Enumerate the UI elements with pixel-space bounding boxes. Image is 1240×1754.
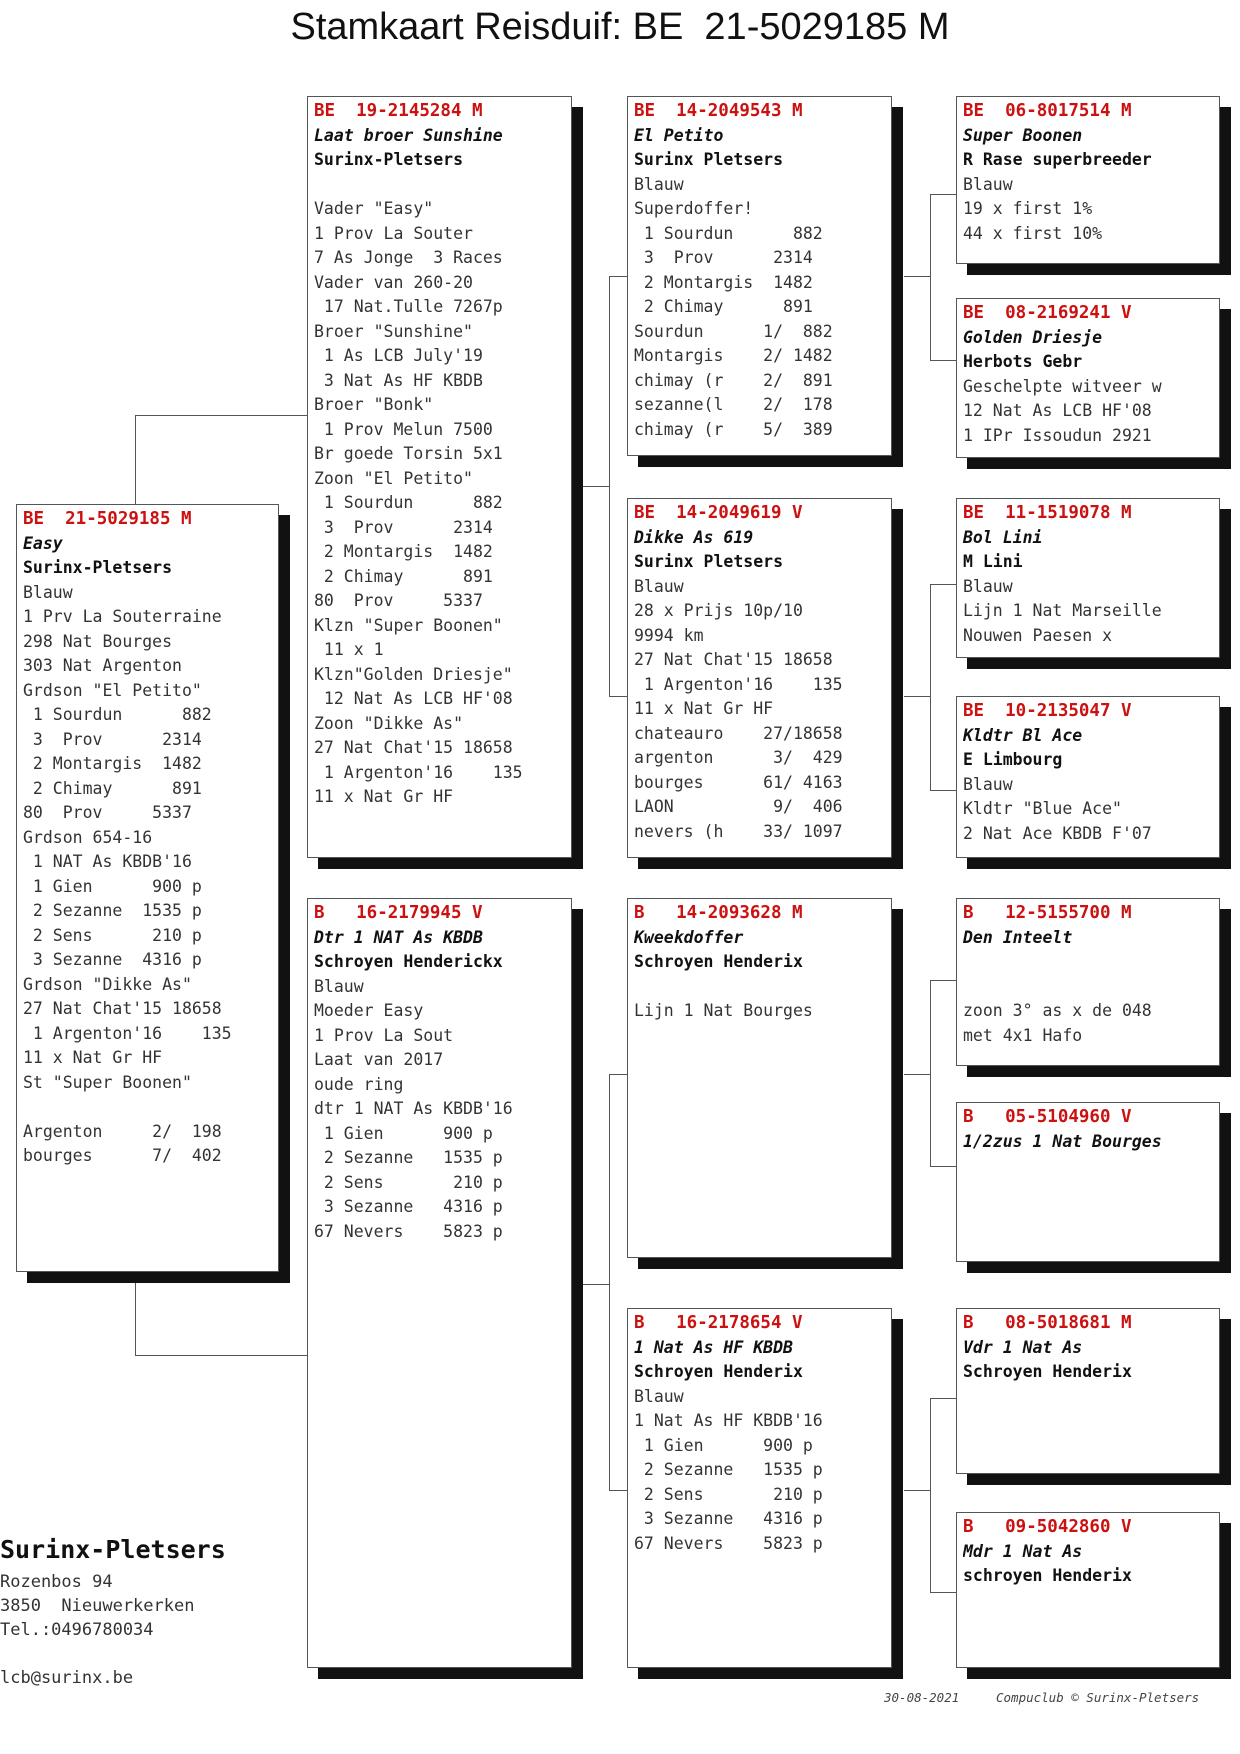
pedigree-line: 11 x 1 <box>314 640 384 659</box>
pedigree-line: 1 NAT As KBDB'16 <box>23 852 192 871</box>
pedigree-line: 1 Argenton'16 135 <box>314 762 523 782</box>
pigeon-card-mff[interactable] <box>956 898 1220 1066</box>
breeder-name: Schroyen Henderickx <box>314 952 503 971</box>
pedigree-line: Zoon "El Petito" <box>314 468 473 488</box>
breeder-name: Surinx Pletsers <box>634 150 784 169</box>
pedigree-line: oude ring <box>314 1074 404 1094</box>
pigeon-name: Golden Driesje <box>963 327 1103 347</box>
pedigree-line: 12 Nat As LCB HF'08 <box>963 401 1152 420</box>
pedigree-line: 7 As Jonge 3 Races <box>314 248 503 267</box>
connector <box>904 696 930 697</box>
pigeon-card-mmm[interactable] <box>956 1512 1220 1668</box>
connector <box>135 1272 136 1355</box>
pedigree-line: 67 Nevers 5823 p <box>634 1533 823 1553</box>
pigeon-name: Laat broer Sunshine <box>314 125 503 145</box>
pedigree-line: 80 Prov 5337 <box>23 803 192 822</box>
pedigree-line: 12 Nat As LCB HF'08 <box>314 689 513 708</box>
ring-number: B 16-2179945 V <box>314 903 483 923</box>
pigeon-card-ffm[interactable] <box>956 298 1220 458</box>
pedigree-line: 1 Prov La Sout <box>314 1025 454 1045</box>
pedigree-line: 9994 km <box>634 625 704 645</box>
pedigree-line: 27 Nat Chat'15 18658 <box>634 650 833 669</box>
pedigree-line: Grdson "Dikke As" <box>23 974 192 994</box>
pedigree-line: 2 Sens 210 p <box>23 925 202 945</box>
pedigree-line: Vader "Easy" <box>314 199 434 218</box>
connector <box>580 1284 609 1285</box>
pedigree-line: 11 x Nat Gr HF <box>314 787 454 806</box>
connector <box>135 415 136 504</box>
connector <box>609 1074 627 1075</box>
pigeon-name: Vdr 1 Nat As <box>963 1337 1083 1357</box>
breeder-name <box>963 950 1213 975</box>
pigeon-card-mf[interactable] <box>627 898 892 1258</box>
breeder-name <box>963 1154 1213 1179</box>
pigeon-card-fmf[interactable] <box>956 498 1220 658</box>
pedigree-line: Blauw <box>314 976 364 996</box>
pedigree-line <box>314 173 565 198</box>
pigeon-name: Kldtr Bl Ace <box>963 725 1083 745</box>
pedigree-line: 298 Nat Bourges <box>23 631 173 651</box>
pedigree-line: 67 Nevers 5823 p <box>314 1221 503 1241</box>
pedigree-line: 3 Prov 2314 <box>314 517 493 537</box>
connector <box>609 1074 610 1490</box>
breeder-name: schroyen Henderix <box>963 1566 1132 1585</box>
connector <box>609 276 627 277</box>
pedigree-line: 2 Sezanne 1535 p <box>314 1148 503 1167</box>
connector <box>580 486 609 487</box>
breeder-name: Surinx Pletsers <box>634 552 784 571</box>
connector <box>930 1592 956 1593</box>
connector <box>609 1490 627 1491</box>
pigeon-card-main[interactable] <box>16 504 279 1272</box>
pedigree-line: 17 Nat.Tulle 7267p <box>314 297 503 316</box>
pedigree-line: Lijn 1 Nat Marseille <box>963 601 1162 620</box>
pedigree-line: LAON 9/ 406 <box>634 797 843 816</box>
pedigree-line <box>23 1095 272 1120</box>
pedigree-line: 2 Chimay 891 <box>314 566 493 586</box>
footer-date: 30-08-2021 <box>884 1690 960 1705</box>
pedigree-line: argenton 3/ 429 <box>634 748 843 767</box>
pedigree-line: 2 Sens 210 p <box>314 1172 503 1192</box>
pedigree-line: Laat van 2017 <box>314 1050 444 1069</box>
pedigree-line: 80 Prov 5337 <box>314 591 483 610</box>
connector <box>135 1355 307 1356</box>
connector <box>930 360 956 361</box>
pedigree-line: 2 Montargis 1482 <box>634 272 813 292</box>
ring-number: BE 19-2145284 M <box>314 101 483 121</box>
ring-number: B 12-5155700 M <box>963 903 1132 923</box>
pedigree-line <box>963 975 1213 1000</box>
pigeon-name: Dtr 1 NAT As KBDB <box>314 927 483 947</box>
pigeon-name: Dikke As 619 <box>634 527 754 547</box>
pedigree-line: 1 Gien 900 p <box>314 1123 493 1143</box>
owner-phone: Tel.:0496780034 <box>0 1620 154 1640</box>
pedigree-line: chimay (r 2/ 891 <box>634 370 833 390</box>
pedigree-line: Br goede Torsin 5x1 <box>314 444 503 463</box>
pedigree-line: 27 Nat Chat'15 18658 <box>314 738 513 757</box>
connector <box>930 584 931 790</box>
pedigree-line: 3 Prov 2314 <box>634 248 813 267</box>
pedigree-line: Blauw <box>963 774 1013 794</box>
breeder-name: Schroyen Henderix <box>634 952 803 971</box>
pedigree-line: chimay (r 5/ 389 <box>634 419 833 439</box>
breeder-name: Surinx-Pletsers <box>314 150 464 169</box>
pedigree-line: Superdoffer! <box>634 199 754 218</box>
footer-credit: Compuclub © Surinx-Pletsers <box>996 1690 1200 1705</box>
pedigree-line: dtr 1 NAT As KBDB'16 <box>314 1099 513 1118</box>
connector <box>904 276 930 277</box>
owner-city: 3850 Nieuwerkerken <box>0 1596 195 1616</box>
connector <box>904 1074 930 1075</box>
ring-number: B 09-5042860 V <box>963 1517 1132 1537</box>
pedigree-line: Montargis 2/ 1482 <box>634 346 833 365</box>
pigeon-card-fm[interactable] <box>627 498 892 858</box>
ring-number: BE 14-2049543 M <box>634 101 803 121</box>
pedigree-line: Vader van 260-20 <box>314 272 473 292</box>
pedigree-line: 1 Gien 900 p <box>634 1435 813 1455</box>
pedigree-line: St "Super Boonen" <box>23 1072 192 1092</box>
owner-name: Surinx-Pletsers <box>0 1535 226 1564</box>
pedigree-line: 2 Sens 210 p <box>634 1484 823 1504</box>
pedigree-line: 1 Argenton'16 135 <box>23 1023 232 1043</box>
connector <box>904 1490 930 1491</box>
pedigree-line: Blauw <box>634 576 684 596</box>
pigeon-card-mfm[interactable] <box>956 1102 1220 1262</box>
connector <box>930 1166 956 1167</box>
connector <box>930 194 931 360</box>
connector <box>609 276 610 696</box>
pedigree-line: Blauw <box>23 582 73 602</box>
pedigree-line: Geschelpte witveer w <box>963 376 1162 396</box>
pedigree-line: 1 Sourdun 882 <box>634 223 823 243</box>
pedigree-line: 2 Sezanne 1535 p <box>23 901 202 920</box>
ring-number: BE 21-5029185 M <box>23 509 192 529</box>
connector <box>609 696 627 697</box>
ring-number: BE 11-1519078 M <box>963 503 1132 523</box>
pedigree-line: sezanne(l 2/ 178 <box>634 395 833 414</box>
pedigree-line: Blauw <box>963 174 1013 194</box>
connector <box>930 584 956 585</box>
pedigree-line: 2 Nat Ace KBDB F'07 <box>963 823 1152 843</box>
pedigree-line: Klzn "Super Boonen" <box>314 615 503 635</box>
connector <box>930 790 956 791</box>
breeder-name: Herbots Gebr <box>963 352 1083 371</box>
owner-street: Rozenbos 94 <box>0 1572 113 1592</box>
pedigree-line: Broer "Sunshine" <box>314 321 473 341</box>
pedigree-line: 1 Argenton'16 135 <box>634 674 843 694</box>
pedigree-line: nevers (h 33/ 1097 <box>634 821 843 841</box>
pedigree-line: Moeder Easy <box>314 1001 424 1020</box>
pedigree-line: 28 x Prijs 10p/10 <box>634 601 803 620</box>
pigeon-card-fff[interactable] <box>956 96 1220 264</box>
pigeon-card-father[interactable] <box>307 96 572 858</box>
connector <box>930 194 956 195</box>
pedigree-line: 1 Sourdun 882 <box>23 705 212 724</box>
pedigree-line: 3 Nat As HF KBDB <box>314 370 483 390</box>
pedigree-line: 1 Prv La Souterraine <box>23 607 222 626</box>
pedigree-line: Zoon "Dikke As" <box>314 713 464 733</box>
pigeon-name: Easy <box>23 533 63 553</box>
pedigree-line: 11 x Nat Gr HF <box>23 1048 163 1067</box>
pedigree-line: 11 x Nat Gr HF <box>634 699 774 718</box>
pigeon-name: Kweekdoffer <box>634 927 744 947</box>
pedigree-line: 2 Chimay 891 <box>634 297 813 316</box>
connector <box>930 1398 956 1399</box>
breeder-name: M Lini <box>963 552 1023 571</box>
pigeon-card-mm[interactable] <box>627 1308 892 1668</box>
pedigree-line: 3 Sezanne 4316 p <box>23 950 202 969</box>
ring-number: B 14-2093628 M <box>634 903 803 923</box>
pedigree-line <box>634 975 885 1000</box>
pedigree-line: Blauw <box>634 1386 684 1406</box>
pigeon-card-mother[interactable] <box>307 898 572 1668</box>
pedigree-line: 19 x first 1% <box>963 199 1093 218</box>
pedigree-line: met 4x1 Hafo <box>963 1025 1083 1045</box>
pigeon-name: Mdr 1 Nat As <box>963 1541 1083 1561</box>
pedigree-line: Kldtr "Blue Ace" <box>963 799 1122 818</box>
pedigree-line: Blauw <box>634 174 684 194</box>
pedigree-line: 1 Gien 900 p <box>23 876 202 896</box>
pedigree-line: Sourdun 1/ 882 <box>634 321 833 341</box>
pedigree-line: 1 Sourdun 882 <box>314 493 503 512</box>
breeder-name: Schroyen Henderix <box>963 1362 1132 1381</box>
ring-number: BE 06-8017514 M <box>963 101 1132 121</box>
connector <box>930 980 931 1166</box>
pedigree-line: Grdson "El Petito" <box>23 680 202 700</box>
ring-number: BE 10-2135047 V <box>963 701 1132 721</box>
breeder-name: Schroyen Henderix <box>634 1362 803 1381</box>
pedigree-line: 2 Montargis 1482 <box>23 754 202 773</box>
pigeon-name: El Petito <box>634 125 724 145</box>
breeder-name: E Limbourg <box>963 750 1063 769</box>
pedigree-line: Klzn"Golden Driesje" <box>314 664 513 684</box>
connector <box>135 415 307 416</box>
pedigree-line: Grdson 654-16 <box>23 827 153 847</box>
pigeon-card-mmf[interactable] <box>956 1308 1220 1474</box>
pigeon-name: Den Inteelt <box>963 927 1073 947</box>
pedigree-line: 2 Chimay 891 <box>23 778 202 798</box>
pedigree-line: Argenton 2/ 198 <box>23 1121 222 1141</box>
pedigree-line: 1 IPr Issoudun 2921 <box>963 425 1152 445</box>
pedigree-line: chateauro 27/18658 <box>634 723 843 743</box>
breeder-name: Surinx-Pletsers <box>23 558 173 577</box>
breeder-name: R Rase superbreeder <box>963 150 1152 169</box>
pedigree-line: zoon 3° as x de 048 <box>963 1001 1152 1020</box>
ring-number: B 16-2178654 V <box>634 1313 803 1333</box>
pedigree-line: bourges 61/ 4163 <box>634 772 843 792</box>
pedigree-line: 1 Nat As HF KBDB'16 <box>634 1411 823 1430</box>
ring-number: B 08-5018681 M <box>963 1313 1132 1333</box>
pedigree-line: bourges 7/ 402 <box>23 1146 222 1165</box>
pedigree-line: 3 Prov 2314 <box>23 729 202 749</box>
ring-number: BE 08-2169241 V <box>963 303 1132 323</box>
pigeon-name: 1 Nat As HF KBDB <box>634 1337 793 1357</box>
pedigree-line: 2 Montargis 1482 <box>314 542 493 561</box>
pedigree-line: Blauw <box>963 576 1013 596</box>
ring-number: B 05-5104960 V <box>963 1107 1132 1127</box>
pedigree-line: 27 Nat Chat'15 18658 <box>23 999 222 1018</box>
pigeon-card-ff[interactable] <box>627 96 892 456</box>
pedigree-line: Broer "Bonk" <box>314 395 434 414</box>
pedigree-line: Nouwen Paesen x <box>963 625 1113 645</box>
owner-email[interactable]: lcb@surinx.be <box>0 1668 134 1688</box>
pedigree-line: 2 Sezanne 1535 p <box>634 1460 823 1479</box>
pedigree-line: 3 Sezanne 4316 p <box>634 1509 823 1528</box>
pedigree-line: 1 As LCB July'19 <box>314 346 483 365</box>
ring-number: BE 14-2049619 V <box>634 503 803 523</box>
connector <box>930 1398 931 1592</box>
connector <box>930 980 956 981</box>
pedigree-line: 1 Prov La Souter <box>314 223 473 243</box>
pedigree-line: 1 Prov Melun 7500 <box>314 419 493 439</box>
pedigree-line: 3 Sezanne 4316 p <box>314 1197 503 1216</box>
pigeon-name: 1/2zus 1 Nat Bourges <box>963 1131 1162 1151</box>
pigeon-name: Bol Lini <box>963 527 1043 547</box>
pedigree-line: Lijn 1 Nat Bourges <box>634 1001 813 1020</box>
page-title: Stamkaart Reisduif: BE 21-5029185 M <box>290 6 950 48</box>
pigeon-name: Super Boonen <box>963 125 1083 145</box>
pigeon-card-fmm[interactable] <box>956 696 1220 858</box>
pedigree-line: 303 Nat Argenton <box>23 656 182 675</box>
pedigree-line: 44 x first 10% <box>963 223 1103 243</box>
